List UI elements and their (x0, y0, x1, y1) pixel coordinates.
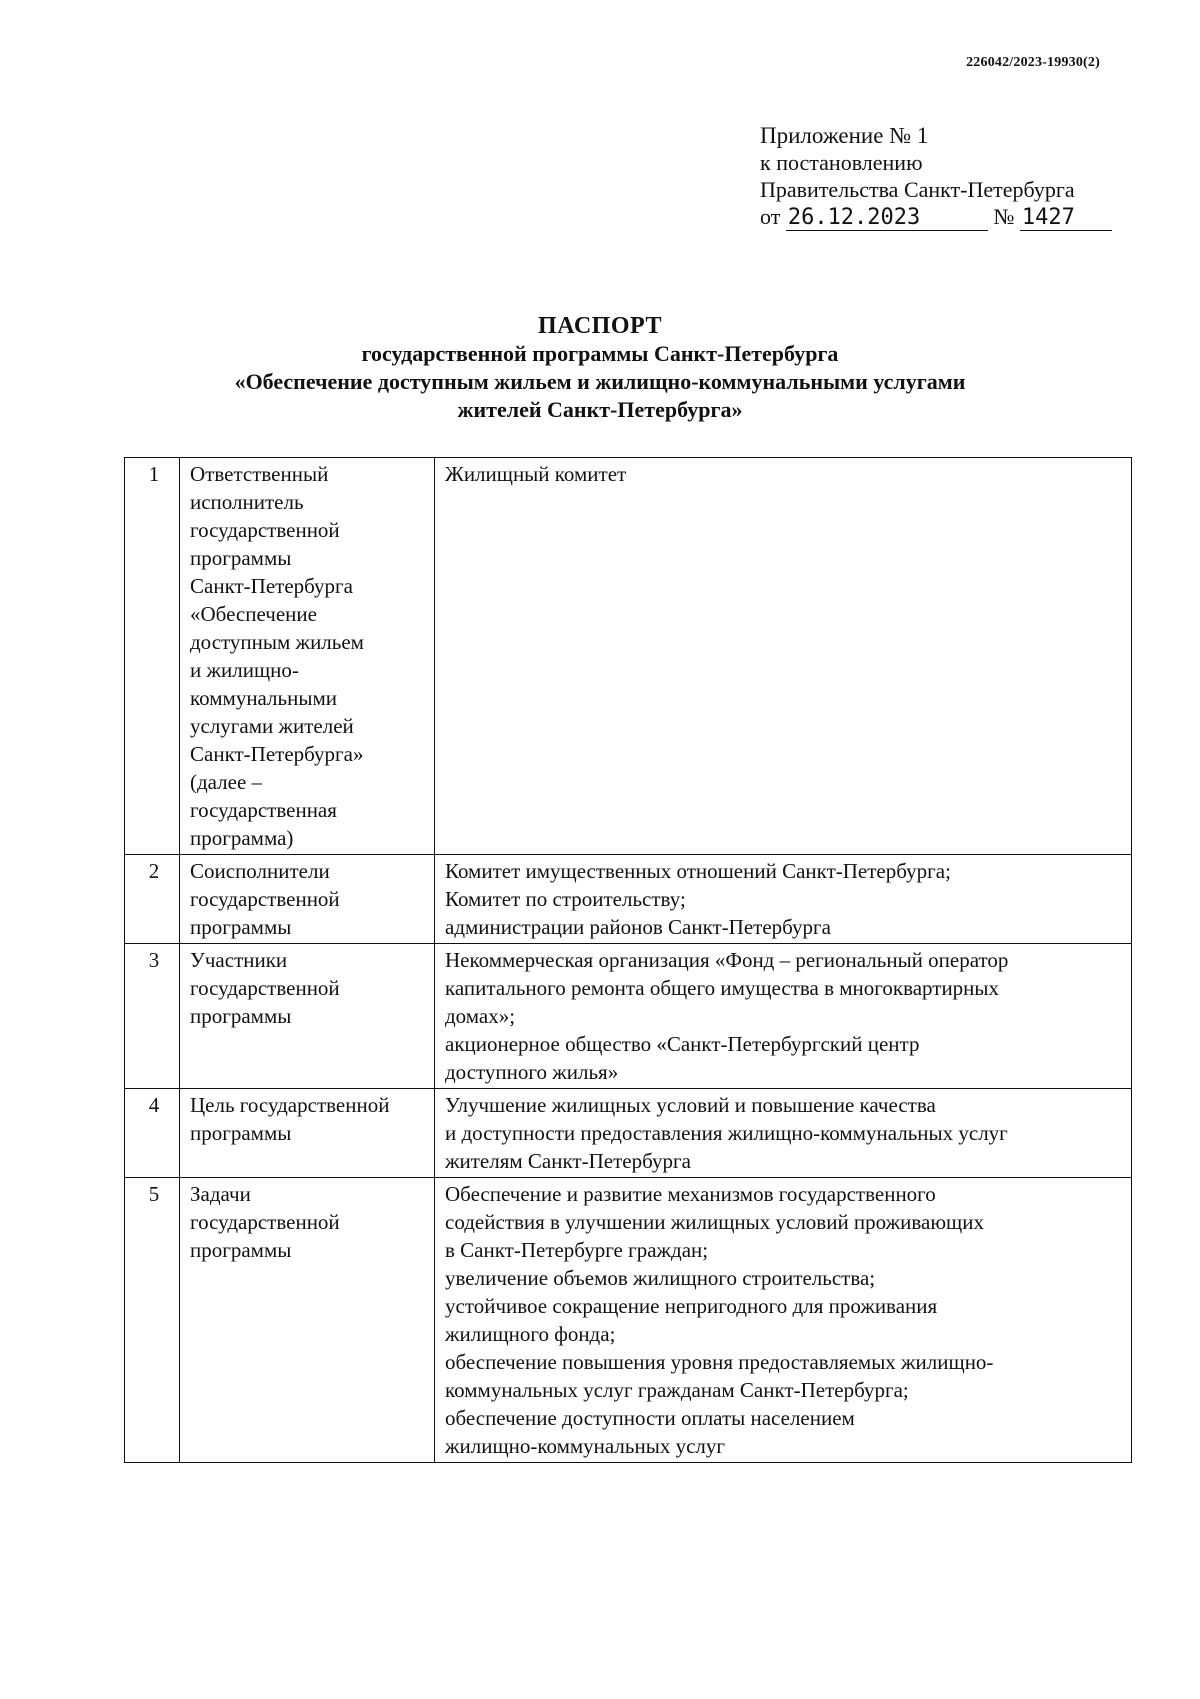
row-label-line: (далее – (190, 770, 263, 794)
row-value-line: жилищно-коммунальных услуг (445, 1434, 725, 1458)
row-label-line: Цель государственной (190, 1093, 390, 1117)
row-value-line: Комитет по строительству; (445, 887, 686, 911)
row-label-cell (180, 855, 435, 944)
row-label-line: Задачи (190, 1182, 251, 1206)
row-label-line: Соисполнители (190, 859, 330, 883)
row-value-line: жителям Санкт-Петербурга (445, 1149, 691, 1173)
row-value-line: в Санкт-Петербурге граждан; (445, 1238, 709, 1262)
row-value-line: Некоммерческая организация «Фонд – региональный оператор (445, 948, 1009, 972)
row-value-line: содействия в улучшении жилищных условий проживающих (445, 1210, 984, 1234)
row-number: 1 (125, 458, 180, 855)
row-label-line: Санкт-Петербурга» (190, 742, 364, 766)
title-line-2: государственной программы Санкт-Петербурга (361, 341, 839, 366)
title-line-3: «Обеспечение доступным жильем и жилищно-коммунальными услугами (234, 369, 966, 394)
row-label-line: государственная (190, 798, 337, 822)
row-label-line: Санкт-Петербурга (190, 574, 353, 598)
passport-table (124, 457, 1132, 1463)
row-label-cell (180, 944, 435, 1089)
row-value-line: Комитет имущественных отношений Санкт-Петербурга; (445, 859, 951, 883)
title-main: ПАСПОРТ (538, 313, 662, 339)
row-value-line: капитального ремонта общего имущества в многоквартирных (445, 976, 1000, 1000)
row-value-line: и доступности предоставления жилищно-коммунальных услуг (445, 1121, 1008, 1145)
row-label-line: программы (190, 1238, 292, 1262)
passport-title (0, 312, 1200, 424)
table-row (125, 855, 1132, 944)
row-label-cell (180, 1089, 435, 1178)
table-row (125, 458, 1132, 855)
row-label-line: Участники (190, 948, 288, 972)
row-label-line: доступным жильем (190, 630, 364, 654)
row-label-line: государственной (190, 887, 340, 911)
number-prefix: № (993, 204, 1015, 229)
row-value-line: устойчивое сокращение непригодного для проживания (445, 1294, 938, 1318)
appendix-header (760, 122, 1140, 231)
row-number: 2 (125, 855, 180, 944)
date-prefix: от (760, 204, 781, 229)
document-registration-number: 226042/2023-19930(2) (966, 55, 1100, 70)
row-label-line: программы (190, 1121, 292, 1145)
row-label-line: коммунальными (190, 686, 337, 710)
appendix-title: Приложение № 1 (760, 123, 929, 148)
row-number: 3 (125, 944, 180, 1089)
appendix-resolution-label: к постановлению (760, 150, 923, 175)
row-label-line: и жилищно- (190, 658, 299, 682)
row-label-line: программы (190, 915, 292, 939)
row-label-line: государственной (190, 1210, 340, 1234)
row-value-cell (435, 458, 1132, 855)
row-label-line: программы (190, 1004, 292, 1028)
row-label-line: программа) (190, 826, 294, 850)
row-number: 5 (125, 1178, 180, 1463)
row-value-line: коммунальных услуг гражданам Санкт-Петербурга; (445, 1378, 909, 1402)
row-value-line: акционерное общество «Санкт-Петербургский центр (445, 1032, 920, 1056)
row-value-line: жилищного фонда; (445, 1322, 616, 1346)
title-line-4: жителей Санкт-Петербурга» (457, 397, 743, 422)
row-value-line: обеспечение повышения уровня предоставляемых жилищно- (445, 1350, 994, 1374)
row-label-line: Ответственный (190, 462, 329, 486)
row-label-cell (180, 1178, 435, 1463)
row-label-line: исполнитель (190, 490, 304, 514)
table-row (125, 944, 1132, 1089)
row-value-line: администрации районов Санкт-Петербурга (445, 915, 831, 939)
row-value-line: Жилищный комитет (445, 462, 627, 486)
row-label-line: услугами жителей (190, 714, 354, 738)
row-label-line: программы (190, 546, 292, 570)
row-label-line: государственной (190, 518, 340, 542)
row-value-line: Обеспечение и развитие механизмов государственного (445, 1182, 936, 1206)
row-label-line: «Обеспечение (190, 602, 317, 626)
row-value-cell (435, 1178, 1132, 1463)
resolution-number: 1427 (1020, 206, 1112, 231)
resolution-date: 26.12.2023 (786, 206, 988, 231)
row-value-cell (435, 1089, 1132, 1178)
row-value-line: доступного жилья» (445, 1060, 619, 1084)
row-value-cell (435, 855, 1132, 944)
row-number: 4 (125, 1089, 180, 1178)
table-row (125, 1089, 1132, 1178)
row-value-line: Улучшение жилищных условий и повышение качества (445, 1093, 936, 1117)
row-value-line: домах»; (445, 1004, 516, 1028)
row-label-line: государственной (190, 976, 340, 1000)
row-value-line: обеспечение доступности оплаты населением (445, 1406, 855, 1430)
table-row (125, 1178, 1132, 1463)
appendix-date-number-line (760, 203, 1140, 231)
row-value-cell (435, 944, 1132, 1089)
appendix-government-label: Правительства Санкт-Петербурга (760, 177, 1075, 202)
row-value-line: увеличение объемов жилищного строительства; (445, 1266, 876, 1290)
row-label-cell (180, 458, 435, 855)
